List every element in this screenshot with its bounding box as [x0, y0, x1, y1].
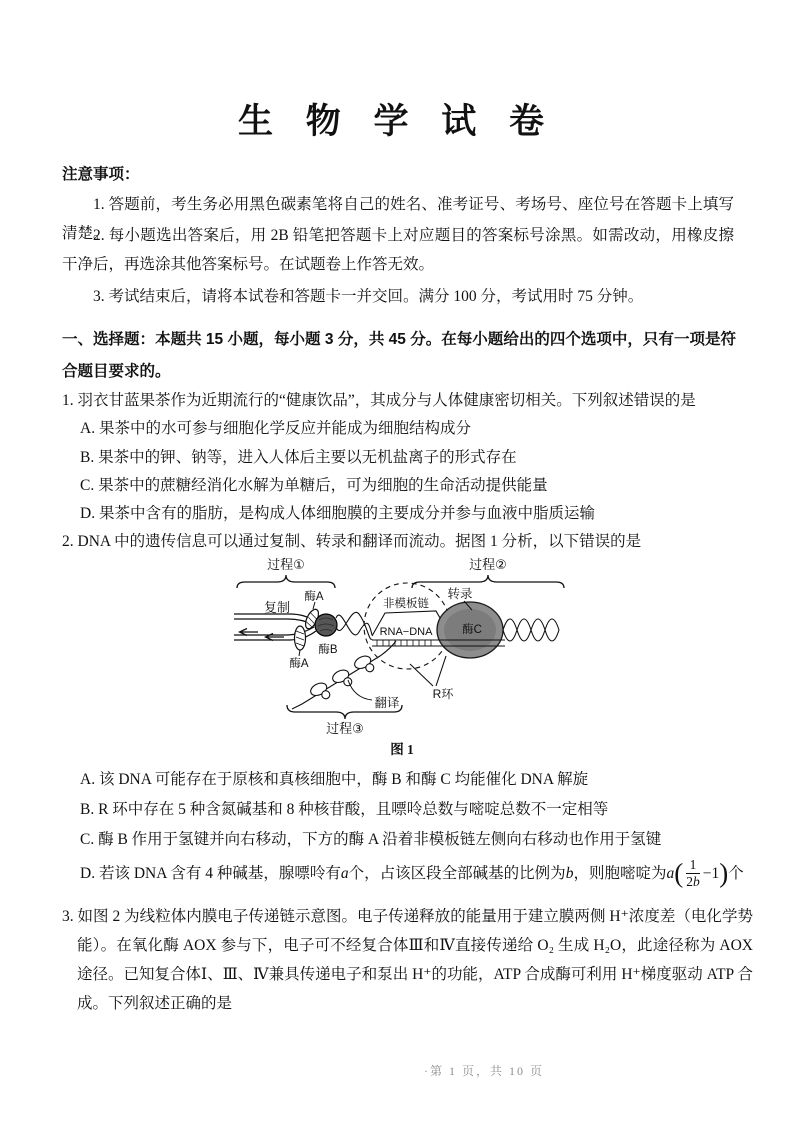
figure-1-caption: 图 1 — [390, 742, 414, 757]
fig-label-r-loop: R环 — [432, 687, 454, 701]
q2-option-a: A. 该 DNA 可能存在于原核和真核细胞中，酶 B 和酶 C 均能催化 DNA 解旋 — [80, 771, 589, 788]
fig-label-enzymeC: 酶C — [462, 624, 482, 636]
fraction-den-2: 2 — [686, 873, 693, 889]
q2-option-b: B. R 环中存在 5 种含氮碱基和 8 种核苷酸，且嘌呤总数与嘧啶总数不一定相等 — [80, 801, 609, 818]
fraction-numerator: 1 — [686, 857, 701, 874]
q1-option-d: D. 果茶中含有的脂肪，是构成人体细胞膜的主要成分并参与血液中脂质运输 — [80, 505, 595, 522]
q2-option-d-text-4: −1 — [702, 864, 720, 882]
helix-right-strand-2 — [503, 619, 559, 641]
fraction-denominator — [684, 874, 702, 890]
notice-heading: 注意事项： — [62, 166, 140, 183]
q2-option-d-var-a2: a — [666, 864, 675, 882]
helix-left-strand-1 — [336, 615, 372, 635]
ribosome-1 — [309, 681, 332, 704]
page-footer: ·第 1 页，共 10 页 — [424, 1064, 544, 1078]
q1-option-b: B. 果茶中的钾、钠等，进入人体后主要以无机盐离子的形式存在 — [80, 449, 517, 466]
enzymeB-shape — [315, 614, 337, 636]
fig-label-rna-dna: RNA−DNA — [379, 626, 433, 638]
fig-label-process3: 过程③ — [326, 721, 364, 736]
question-1-stem: 1. 羽衣甘蓝果茶作为近期流行的“健康饮品”，其成分与人体健康密切相关。下列叙述错误的是 — [62, 392, 696, 409]
ribosome-2 — [331, 668, 354, 691]
notice-item-3: 3. 考试结束后，请将本试卷和答题卡一并交回。满分 100 分，考试用时 75 分钟。 — [93, 288, 644, 305]
figure-1 — [222, 552, 587, 760]
fig-label-process1: 过程① — [267, 557, 305, 572]
question-3-stem: 3. 如图 2 为线粒体内膜电子传递链示意图。电子传递释放的能量用于建立膜两侧 H⁺浓度差（电化学势能）。在氧化酶 AOX 参与下，电子可不经复合体Ⅲ和Ⅳ直接传递给 O₂ 生成 H₂O，此途径称为 AOX 途径。已知复合体Ⅰ、Ⅲ、Ⅳ兼具传递电子和泵出 H⁺的功能，ATP 合成酶可利用 H⁺梯度驱动 ATP 合成。下列叙述正确的是 — [62, 908, 753, 1012]
process2-brace — [412, 575, 564, 588]
q2-option-d-text-2: 个，占该区段全部碱基的比例为 — [348, 864, 566, 882]
ribosome-3 — [353, 654, 376, 677]
q2-option-d-var-b: b — [565, 864, 574, 882]
figure-1-diagram — [222, 552, 587, 760]
q2-option-d-text-3: ，则胞嘧啶为 — [573, 864, 667, 882]
q2-option-d: D. 若该 DNA 含有 4 种碱基，腺嘌呤有 a 个，占该区段全部碱基的比例为 b ，则胞嘧啶为 a ( $\frac{1}{2b}$ −1 ) 个 — [80, 856, 744, 889]
r-loop-pointer — [410, 656, 446, 686]
q2-option-d-text-5: 个 — [728, 864, 744, 882]
enzymeA-bottom-leader — [299, 650, 300, 656]
q2-option-d-text-1: D. 若该 DNA 含有 4 种碱基，腺嘌呤有 — [80, 864, 341, 882]
q1-option-c: C. 果茶中的蔗糖经消化水解为单糖后，可为细胞的生命活动提供能量 — [80, 477, 548, 494]
fig-label-enzymeA-top: 酶A — [304, 591, 324, 603]
q2-option-d-var-a1: a — [340, 864, 349, 882]
notice-item-1: 1. 答题前，考生务必用黑色碳素笔将自己的姓名、准考证号、考场号、座位号在答题卡上填写清楚。 — [62, 196, 734, 242]
fig-label-translation: 翻译 — [374, 696, 400, 710]
process1-brace — [237, 575, 335, 588]
fig-label-transcription: 转录 — [447, 587, 473, 601]
question-2-stem: 2. DNA 中的遗传信息可以通过复制、转录和翻译而流动。据图 1 分析，以下错误的是 — [62, 533, 642, 550]
fig-label-process2: 过程② — [469, 557, 507, 572]
notice-item-2: 2. 每小题选出答案后，用 2B 铅笔把答题卡上对应题目的答案标号涂黑。如需改动，用橡皮擦干净后，再选涂其他答案标号。在试题卷上作答无效。 — [62, 227, 734, 273]
page-title: 生 物 学 试 卷 — [237, 102, 556, 141]
q1-option-a: A. 果茶中的水可参与细胞化学反应并能成为细胞结构成分 — [80, 420, 471, 437]
fork-strand-2 — [234, 619, 315, 625]
section-1-heading: 一、选择题：本题共 15 小题，每小题 3 分，共 45 分。在每小题给出的四个选项中，只有一项是符合题目要求的。 — [62, 331, 736, 380]
fig-label-replication: 复制 — [263, 600, 291, 615]
fork-strand-1 — [234, 614, 315, 621]
q2-option-c: C. 酶 B 作用于氢键并向右移动，下方的酶 A 沿着非模板链左侧向右移动也作用于氢键 — [80, 831, 662, 848]
fig-label-enzymeA-bottom: 酶A — [289, 658, 309, 670]
fig-label-non-template: 非模板链 — [383, 598, 429, 610]
q2-option-d-fraction — [684, 857, 702, 889]
enzymeA-top-leader — [313, 602, 315, 609]
fraction-den-b: b — [692, 873, 700, 889]
enzymeA-bottom-shape — [295, 626, 306, 650]
fig-label-enzymeB: 酶B — [318, 644, 338, 656]
